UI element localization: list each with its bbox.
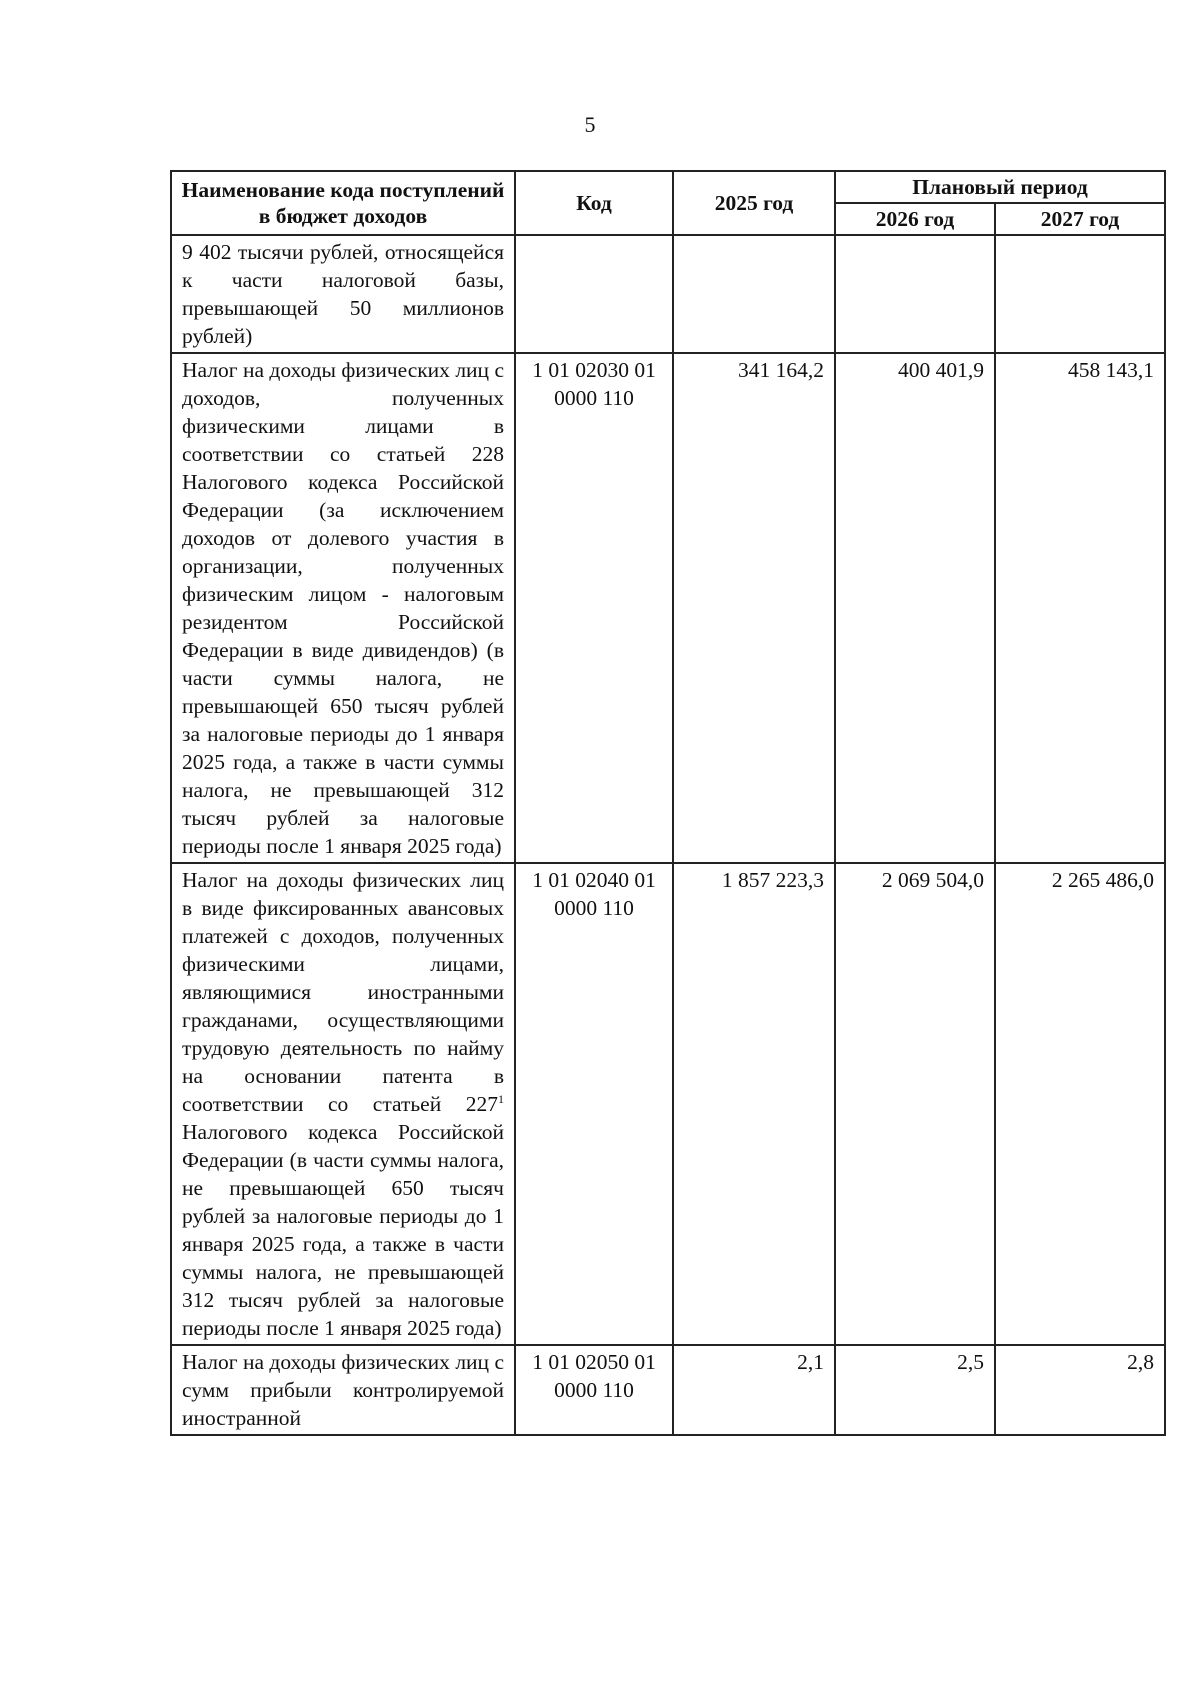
page-number: 5 bbox=[584, 112, 596, 137]
row-value-2025: 341 164,2 bbox=[673, 353, 835, 863]
row-value-2026: 2,5 bbox=[835, 1345, 995, 1435]
row-value-2026 bbox=[835, 235, 995, 353]
row-name bbox=[171, 863, 515, 1345]
row-value-2026: 2 069 504,0 bbox=[835, 863, 995, 1345]
row-name: Налог на доходы физических лиц с сумм прибыли контролируемой иностранной bbox=[171, 1345, 515, 1435]
row-code: 1 01 02040 01 0000 110 bbox=[515, 863, 673, 1345]
row-name-text: Налог на доходы физических лиц в виде фиксированных авансовых платежей с доходов, полученных физическими лицами, являющимися иностранными гражданами, осуществляющими трудовую деятельность по найму на основании патента в соответствии со статьей 227 bbox=[182, 868, 504, 1116]
header-row bbox=[171, 171, 1165, 203]
row-code: 1 01 02050 01 0000 110 bbox=[515, 1345, 673, 1435]
row-value-2025: 2,1 bbox=[673, 1345, 835, 1435]
row-name: 9 402 тысячи рублей, относящейся к части налоговой базы, превышающей 50 миллионов рублей) bbox=[171, 235, 515, 353]
header-year-2026: 2026 год bbox=[835, 203, 995, 235]
header-year-2025: 2025 год bbox=[673, 171, 835, 235]
row-name-superscript: 1 bbox=[498, 1091, 504, 1106]
row-value-2026: 400 401,9 bbox=[835, 353, 995, 863]
row-code: 1 01 02030 01 0000 110 bbox=[515, 353, 673, 863]
row-code bbox=[515, 235, 673, 353]
header-year-2027: 2027 год bbox=[995, 203, 1165, 235]
table-row bbox=[171, 863, 1165, 1345]
table-row bbox=[171, 235, 1165, 353]
row-value-2025: 1 857 223,3 bbox=[673, 863, 835, 1345]
header-code: Код bbox=[515, 171, 673, 235]
row-value-2025 bbox=[673, 235, 835, 353]
row-value-2027: 2,8 bbox=[995, 1345, 1165, 1435]
row-name-text-continued: Налогового кодекса Российской Федерации (в части суммы налога, не превышающей 650 тысяч рублей за налоговые периоды до 1 января 2025 года, а также в части суммы налога, не превышающей 312 тысяч рублей за налоговые периоды после 1 января 2025 года) bbox=[182, 1120, 504, 1340]
row-value-2027: 2 265 486,0 bbox=[995, 863, 1165, 1345]
table-row bbox=[171, 1345, 1165, 1435]
header-planning-period: Плановый период bbox=[835, 171, 1165, 203]
revenue-table bbox=[170, 170, 1166, 1436]
table-row bbox=[171, 353, 1165, 863]
row-name: Налог на доходы физических лиц с доходов, полученных физическими лицами в соответствии со статьей 228 Налогового кодекса Российской Федерации (за исключением доходов от долевого участия в организации, полученных физическим лицом - налоговым резидентом Российской Федерации в виде дивидендов) (в части суммы налога, не превышающей 650 тысяч рублей за налоговые периоды до 1 января 2025 года, а также в части суммы налога, не превышающей 312 тысяч рублей за налоговые периоды после 1 января 2025 года) bbox=[171, 353, 515, 863]
row-value-2027 bbox=[995, 235, 1165, 353]
header-name: Наименование кода поступлений в бюджет доходов bbox=[171, 171, 515, 235]
row-value-2027: 458 143,1 bbox=[995, 353, 1165, 863]
